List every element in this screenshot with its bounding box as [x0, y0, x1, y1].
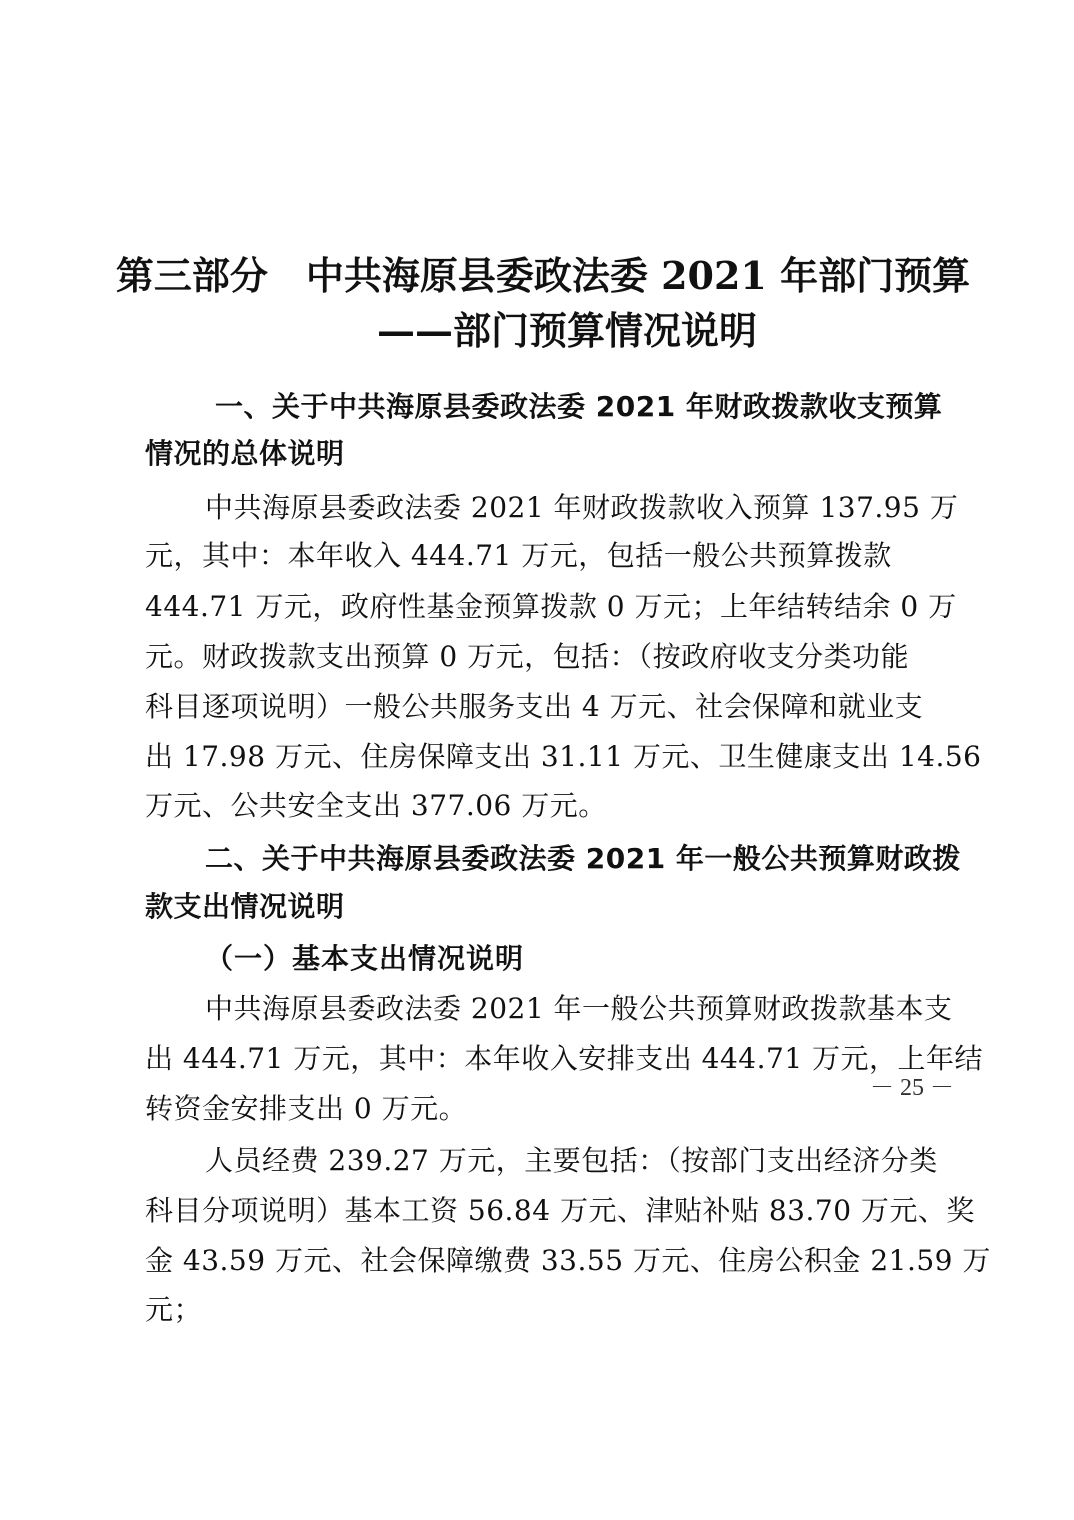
personnel-expense-paragraph-line: 科目分项说明）基本工资 56.84 万元、津贴补贴 83.70 万元、奖: [145, 1194, 975, 1227]
subsection-1-paragraph-line: 出 444.71 万元，其中：本年收入安排支出 444.71 万元，上年结: [145, 1042, 984, 1075]
section-1-paragraph-line: 科目逐项说明）一般公共服务支出 4 万元、社会保障和就业支: [145, 690, 924, 723]
section-1-paragraph-line: 444.71 万元，政府性基金预算拨款 0 万元；上年结转结余 0 万: [145, 590, 957, 623]
personnel-expense-paragraph-line: 金 43.59 万元、社会保障缴费 33.55 万元、住房公积金 21.59 万: [145, 1244, 991, 1277]
subsection-1-heading: （一）基本支出情况说明: [205, 942, 525, 975]
section-1-paragraph-line: 万元、公共安全支出 377.06 万元。: [145, 789, 607, 822]
section-1-heading-line-2: 情况的总体说明: [145, 437, 345, 470]
personnel-expense-paragraph-line: 人员经费 239.27 万元，主要包括：（按部门支出经济分类: [205, 1144, 938, 1177]
title-line-2: ——部门预算情况说明: [376, 308, 757, 353]
section-2-heading-line-1: 二、关于中共海原县委政法委 2021 年一般公共预算财政拨: [205, 842, 961, 875]
subsection-1-paragraph-line: 中共海原县委政法委 2021 年一般公共预算财政拨款基本支: [205, 992, 953, 1025]
section-1-paragraph-line: 元。财政拨款支出预算 0 万元，包括：（按政府收支分类功能: [145, 640, 910, 673]
section-2-heading-line-2: 款支出情况说明: [145, 890, 345, 923]
section-1-paragraph-line: 元，其中：本年收入 444.71 万元，包括一般公共预算拨款: [145, 539, 892, 572]
section-1-paragraph-line: 出 17.98 万元、住房保障支出 31.11 万元、卫生健康支出 14.56: [145, 740, 982, 773]
section-1-heading-line-1: 一、关于中共海原县委政法委 2021 年财政拨款收支预算: [215, 390, 943, 423]
page-number: － 25 －: [870, 1075, 954, 1101]
section-1-paragraph-line: 中共海原县委政法委 2021 年财政拨款收入预算 137.95 万: [205, 491, 959, 524]
subsection-1-paragraph-line: 转资金安排支出 0 万元。: [145, 1092, 468, 1125]
title-line-1: 第三部分 中共海原县委政法委 2021 年部门预算: [115, 253, 971, 298]
personnel-expense-paragraph-line: 元；: [145, 1293, 203, 1326]
